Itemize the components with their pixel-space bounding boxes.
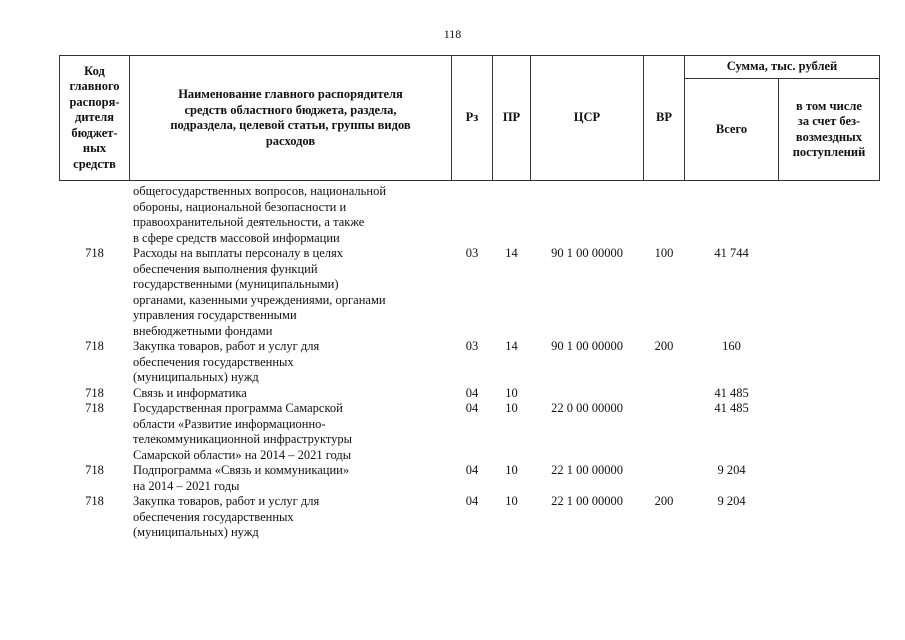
header-name — [129, 55, 452, 181]
page-number: 118 — [443, 27, 462, 41]
row-code: 718 — [85, 246, 104, 260]
row-code: 718 — [85, 401, 104, 415]
header-name-line: подраздела, целевой статьи, группы видов — [170, 118, 411, 132]
row-pr: 10 — [505, 385, 518, 400]
row-name-line: обеспечения государственных — [133, 354, 294, 369]
row-vr: 200 — [654, 339, 674, 353]
row-rz: 04 — [465, 401, 479, 415]
header-code-line: главного — [69, 79, 120, 94]
row-total: 9 204 — [717, 494, 746, 508]
row-name-line: обеспечения выполнения функций — [133, 261, 318, 276]
row-name-line: органами, казенными учреждениями, органами — [133, 292, 386, 307]
row-total: 9 204 — [717, 463, 746, 477]
header-csr: ЦСР — [530, 55, 644, 181]
header-total: Всего — [684, 78, 779, 181]
row-name-line: Связь и информатика — [133, 385, 247, 400]
row-csr: 22 0 00 00000 — [551, 401, 623, 415]
row-rz: 03 — [465, 339, 479, 353]
header-pr: ПР — [492, 55, 531, 181]
header-code-line: бюджет- — [71, 125, 118, 140]
header-sum: Сумма, тыс. рублей — [684, 55, 880, 79]
header-rz: Рз — [451, 55, 493, 181]
row-code: 718 — [85, 463, 104, 477]
row-name-line: на 2014 – 2021 годы — [133, 478, 240, 493]
row-code: 718 — [85, 385, 104, 400]
row-vr: 100 — [654, 246, 674, 260]
row-name-line: обороны, национальной безопасности и — [133, 199, 347, 214]
header-code-line: средств — [73, 156, 116, 171]
header-name-line: расходов — [265, 133, 316, 148]
header-vr: ВР — [643, 55, 685, 181]
header-code-line: дителя — [75, 110, 114, 125]
row-name-line: Закупка товаров, работ и услуг для — [133, 494, 320, 508]
row-code: 718 — [85, 339, 104, 353]
row-name-line: внебюджетными фондами — [133, 323, 273, 338]
row-csr: 22 1 00 00000 — [551, 494, 623, 508]
row-rz: 04 — [465, 494, 479, 508]
row-name-line: Закупка товаров, работ и услуг для — [133, 339, 320, 353]
header-name-line: средств областного бюджета, раздела, — [184, 102, 397, 117]
row-name-line: области «Развитие информационно- — [133, 416, 326, 431]
row-name-line: телекоммуникационной инфраструктуры — [133, 432, 353, 446]
row-rz: 03 — [465, 246, 479, 260]
header-name-line: Наименование главного распорядителя — [178, 87, 403, 101]
row-csr: 90 1 00 00000 — [551, 339, 623, 353]
row-name-line: обеспечения государственных — [133, 509, 294, 524]
row-csr: 90 1 00 00000 — [551, 246, 623, 260]
header-code-line: распоря- — [69, 94, 120, 109]
row-name-line: Самарской области» на 2014 – 2021 годы — [133, 447, 352, 462]
row-name-line: правоохранительной деятельности, а также — [133, 215, 365, 229]
row-vr: 200 — [654, 494, 674, 508]
header-code-line: Код — [84, 63, 105, 78]
row-total: 41 744 — [714, 246, 749, 260]
row-name-line: (муниципальных) нужд — [133, 370, 259, 384]
row-name-line: в сфере средств массовой информации — [133, 230, 340, 245]
row-name-line: государственными (муниципальными) — [133, 277, 339, 291]
header-incl-line: в том числе — [796, 98, 862, 113]
row-total: 160 — [722, 339, 741, 353]
row-pr: 10 — [505, 401, 518, 415]
header-incl-line: поступлений — [792, 145, 866, 159]
row-pr: 14 — [505, 246, 518, 260]
row-name-line: общегосударственных вопросов, национальной — [133, 184, 387, 198]
row-code: 718 — [85, 494, 104, 508]
header-incl-gratis — [778, 78, 880, 181]
row-rz: 04 — [465, 463, 479, 477]
row-pr: 10 — [505, 494, 518, 508]
row-pr: 14 — [505, 339, 518, 353]
row-csr: 22 1 00 00000 — [551, 463, 623, 477]
row-name-line: Подпрограмма «Связь и коммуникации» — [133, 463, 350, 477]
row-rz: 04 — [465, 385, 479, 400]
header-code-line: ных — [82, 141, 107, 156]
row-name-line: (муниципальных) нужд — [133, 525, 259, 539]
row-name-line: Государственная программа Самарской — [133, 401, 343, 415]
row-name-line: Расходы на выплаты персоналу в целях — [133, 246, 343, 260]
row-total: 41 485 — [714, 401, 749, 415]
row-pr: 10 — [505, 463, 518, 477]
row-name-line: управления государственными — [133, 308, 297, 322]
header-code — [59, 55, 130, 181]
row-total: 41 485 — [714, 385, 749, 400]
header-incl-line: за счет без- — [797, 114, 861, 128]
header-incl-line: возмездных — [795, 129, 863, 144]
